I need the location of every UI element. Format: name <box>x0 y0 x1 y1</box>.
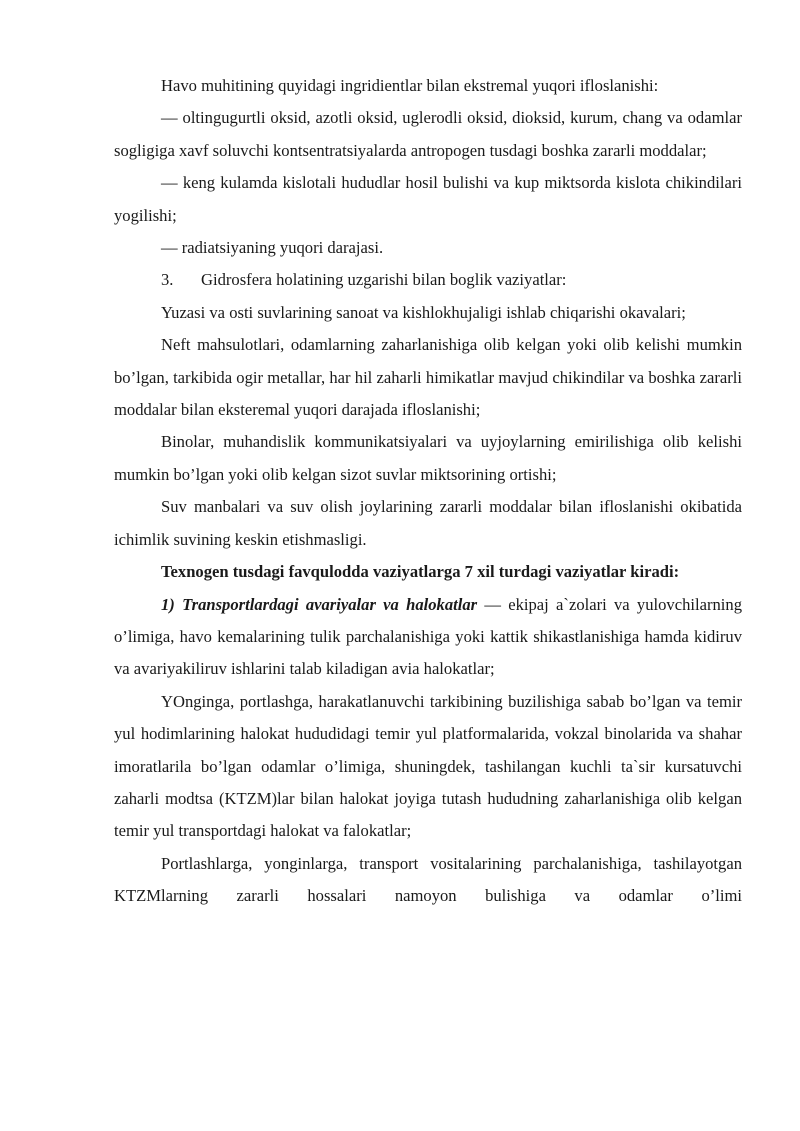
list-number: 3. <box>161 270 174 290</box>
document-page <box>114 70 742 913</box>
paragraph-radiation: — radiatsiyaning yuqori darajasi. <box>161 238 384 258</box>
paragraph-hydrosphere-heading <box>114 264 742 296</box>
transport-accidents-lead: 1) Transportlardagi avariyalar va halokatlar <box>161 594 478 614</box>
paragraph-transport-accidents <box>114 589 742 686</box>
paragraph-air-pollution-intro: Havo muhitining quyidagi ingridientlar bilan ekstremal yuqori ifloslanishi: <box>161 76 659 95</box>
paragraph-acid-zones: — keng kulamda kislotali hududlar hosil bulishi va kup miktsorda kislota chikindilari yogilishi; <box>114 173 742 225</box>
paragraph-technogenic-heading: Texnogen tusdagi favqulodda vaziyatlarga 7 xil turdagi vaziyatlar kiradi: <box>161 562 680 582</box>
paragraph-oil-products: Neft mahsulotlari, odamlarning zaharlanishiga olib kelgan yoki olib kelishi mumkin bo’lgan, tarkibida ogir metallar, har hil zaharli himikatlar mavjud chikindilar va boshka zararli moddalar bilan eksteremal yuqori darajada ifloslanishi; <box>114 335 742 420</box>
paragraph-waste-water: Yuzasi va osti suvlarining sanoat va kishlokhujaligi ishlab chiqarishi okavalari; <box>161 302 686 322</box>
paragraph-drinking-water: Suv manbalari va suv olish joylarining zararli moddalar bilan ifloslanishi okibatida ichimlik suvining keskin etishmasligi. <box>114 497 742 549</box>
hydrosphere-heading-text: Gidrosfera holatining uzgarishi bilan boglik vaziyatlar: <box>201 270 567 290</box>
transport-accidents-text: — ekipaj a`zolari va yulovchilarning o’limiga, havo kemalarining tulik parchalanishiga yoki kattik shikastlanishiga hamda kidiruv va avariyakiliruv ishlarini talab kiladigan avia halokatlar; <box>114 594 742 679</box>
paragraph-explosions: Portlashlarga, yonginlarga, transport vositalarining parchalanishiga, tashilayotgan KTZMlarning zararli hossalari namoyon bulishiga va odamlar o’limi <box>114 853 742 906</box>
paragraph-oxides: — oltingugurtli oksid, azotli oksid, uglerodli oksid, dioksid, kurum, chang va odamlar sogligiga xavf soluvchi kontsentratsiyalarda antropogen tusdagi boshka zararli moddalar; <box>114 108 742 160</box>
paragraph-railway-accidents: YOnginga, portlashga, harakatlanuvchi tarkibining buzilishiga sabab bo’lgan va temir yul hodimlarining halokat hududidagi temir yul platformalarida, vokzal binolarida va shahar imoratlarila bo’lgan odamlar o’limiga, shuningdek, tashilangan kuchli ta`sir kursatuvchi zaharli modtsa (KTZM)lar bilan halokat joyiga tutash hududning zaharlanishiga olib kelgan temir yul transportdagi halokat va falokatlar; <box>114 691 742 841</box>
paragraph-groundwater: Binolar, muhandislik kommunikatsiyalari va uyjoylarning emirilishiga olib kelishi mumkin bo’lgan yoki olib kelgan sizot suvlar miktsorining ortishi; <box>114 432 742 484</box>
